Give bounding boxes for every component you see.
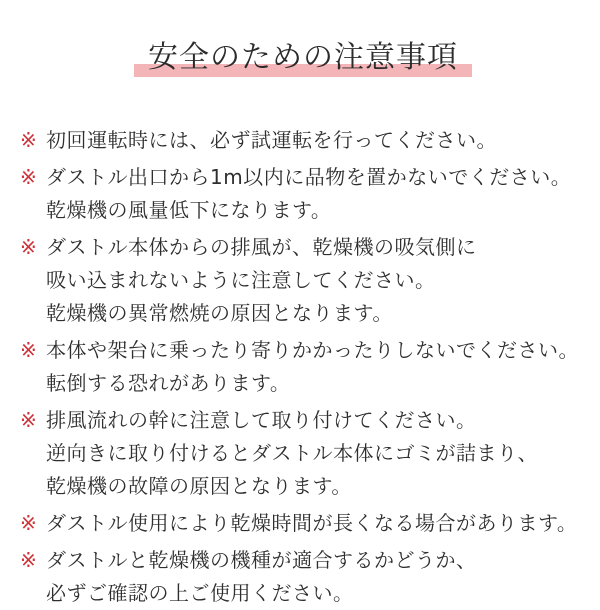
note-line: 乾燥機の故障の原因となります。	[46, 474, 352, 499]
note-item	[20, 404, 586, 503]
note-line: 乾燥機の風量低下になります。	[46, 198, 332, 223]
note-marker-icon: ※	[20, 128, 37, 153]
note-item	[20, 544, 586, 610]
note-lines	[46, 334, 586, 400]
note-line: 排風流れの幹に注意して取り付けてください。	[46, 408, 477, 433]
note-item	[20, 124, 586, 157]
note-line: ダストル使用により乾燥時間が長くなる場合があります。	[46, 511, 578, 536]
note-line: 本体や架台に乗ったり寄りかかったりしないでください。	[46, 338, 579, 363]
note-marker-icon: ※	[20, 338, 37, 363]
note-item	[20, 507, 586, 540]
note-line: ダストルと乾燥機の機種が適合するかどうか、	[46, 548, 477, 573]
note-line: 乾燥機の異常燃焼の原因となります。	[46, 301, 393, 326]
note-marker-icon: ※	[20, 165, 37, 190]
notes-list	[20, 124, 586, 610]
page-header	[20, 18, 586, 98]
note-line: 転倒する恐れがあります。	[46, 371, 291, 396]
note-line: ダストル本体からの排風が、乾燥機の吸気側に	[46, 235, 477, 260]
note-lines	[46, 231, 586, 330]
note-item	[20, 161, 586, 227]
note-item	[20, 231, 586, 330]
note-lines	[46, 544, 586, 610]
note-marker-icon: ※	[20, 511, 37, 536]
note-marker-icon: ※	[20, 408, 37, 433]
note-lines	[46, 161, 586, 227]
note-marker-icon: ※	[20, 548, 37, 573]
note-line: 吸い込まれないように注意してください。	[46, 268, 436, 293]
note-lines	[46, 404, 586, 503]
note-lines	[46, 124, 586, 157]
note-line: 初回運転時には、必ず試運転を行ってください。	[46, 128, 497, 153]
page-title	[148, 38, 458, 78]
page-title-text: 安全のための注意事項	[148, 40, 458, 76]
note-line: 必ずご確認の上ご使用ください。	[46, 581, 354, 606]
note-line: 逆向きに取り付けるとダストル本体にゴミが詰まり、	[46, 441, 538, 466]
note-line: ダストル出口から1m以内に品物を置かないでください。	[46, 165, 572, 190]
note-marker-icon: ※	[20, 235, 37, 260]
note-lines	[46, 507, 586, 540]
note-item	[20, 334, 586, 400]
